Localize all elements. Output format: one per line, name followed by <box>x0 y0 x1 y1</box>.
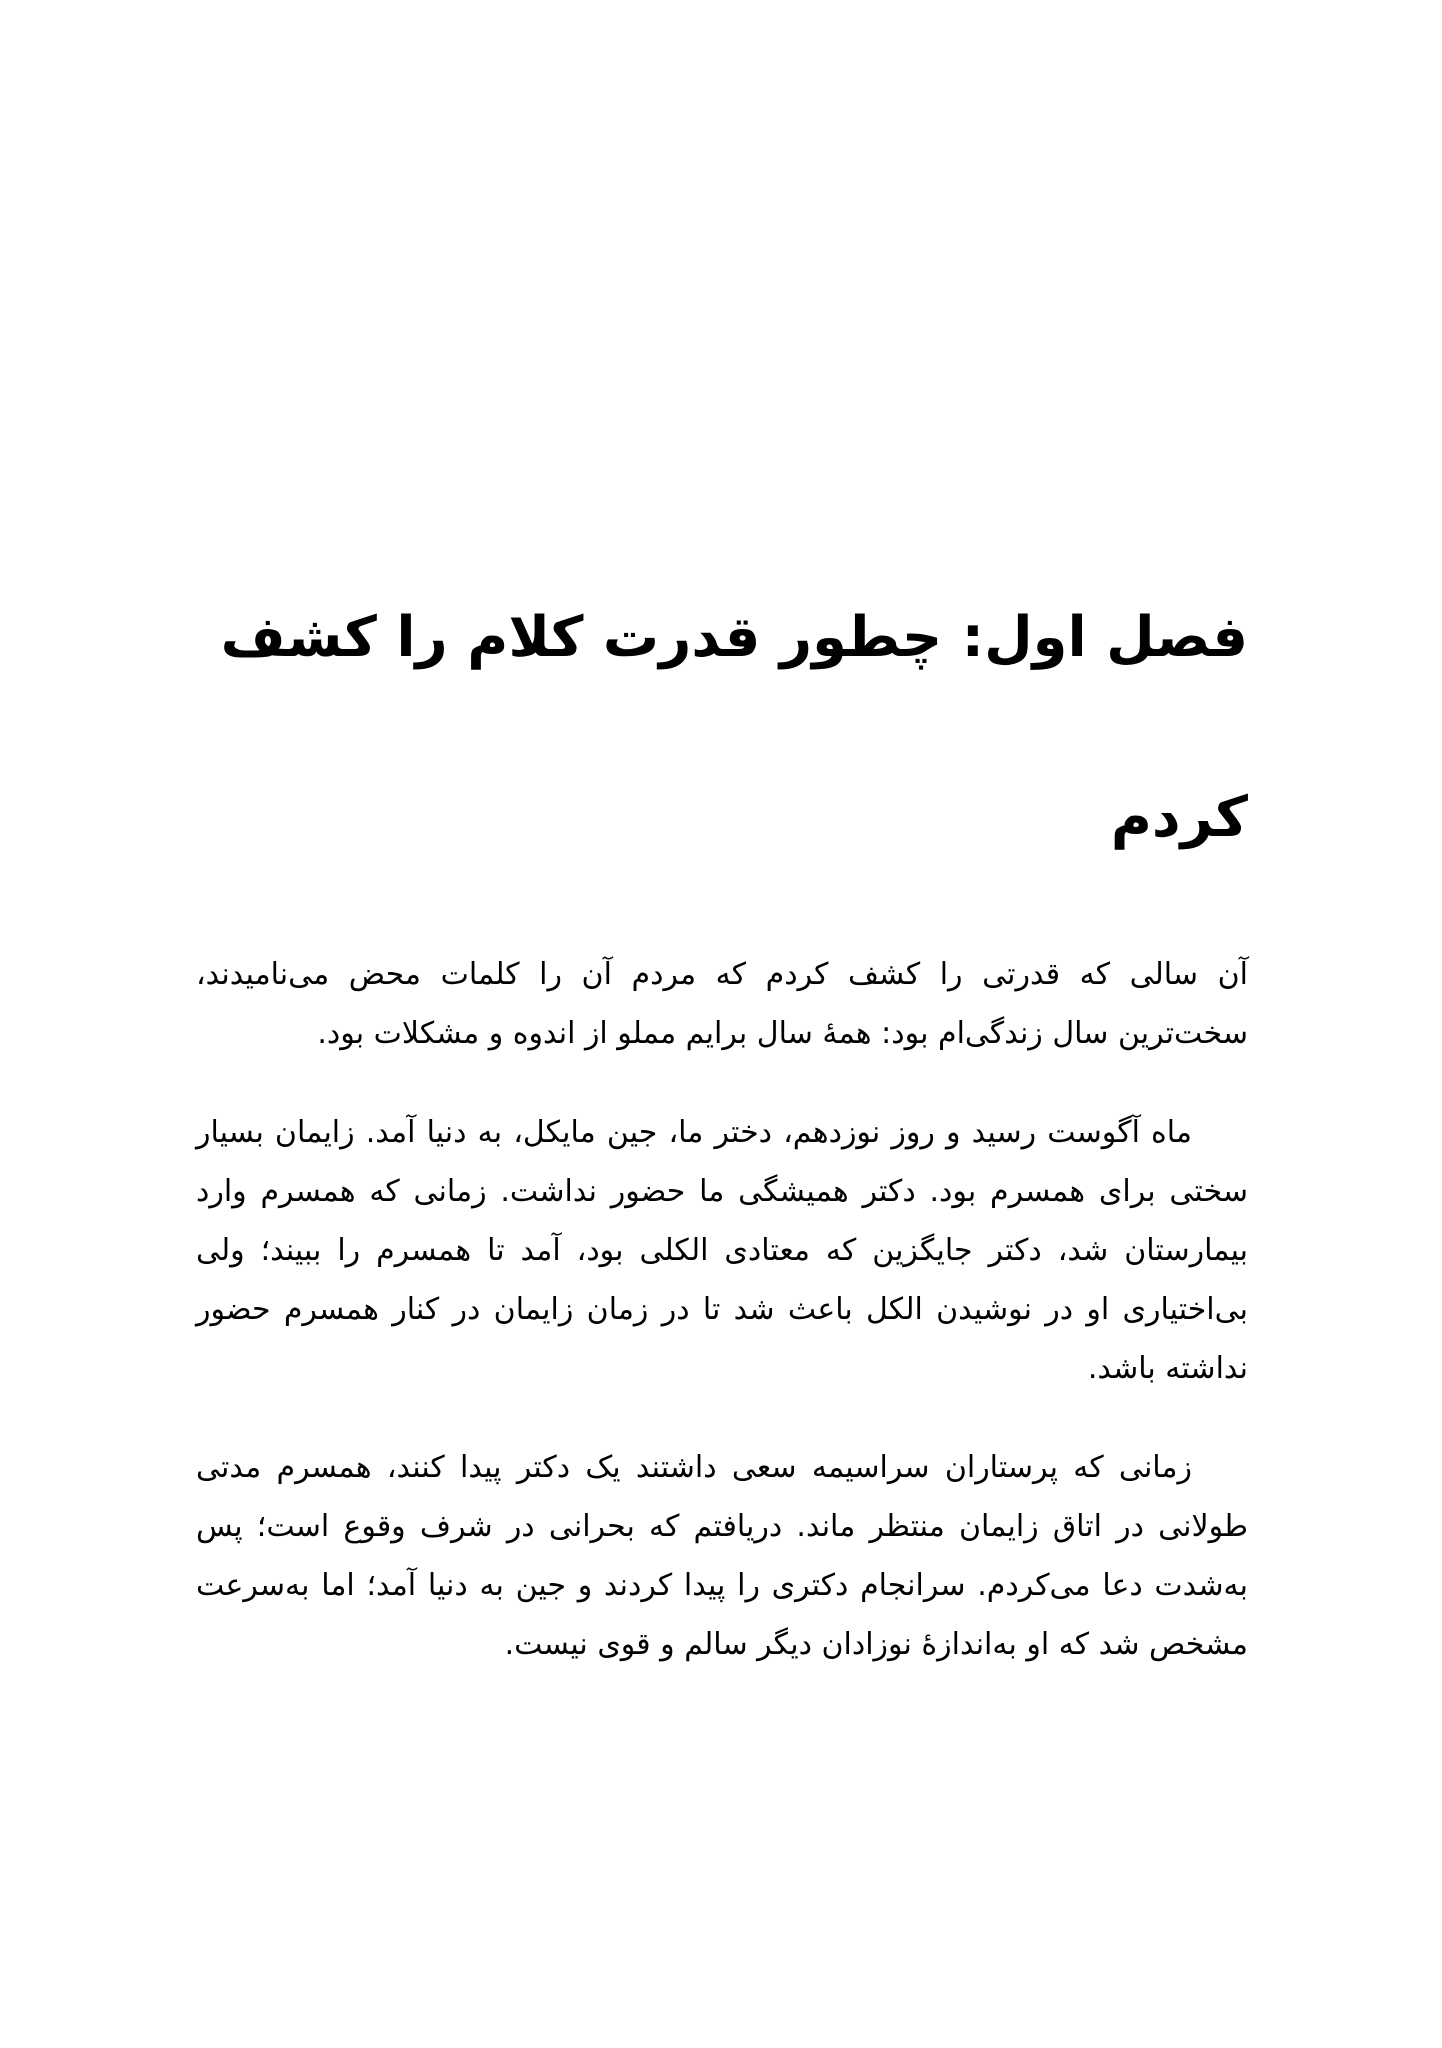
chapter-title: فصل اول: چطور قدرت کلام را کشف کردم <box>220 605 1248 850</box>
paragraph-1: آن سالی که قدرتی را کشف کردم که مردم آن را کلمات محض می‌نامیدند، سخت‌ترین سال زندگی‌ام بود: همهٔ سال برایم مملو از اندوه و مشکلات بود. <box>196 957 1248 1051</box>
body-text <box>196 945 1248 1714</box>
paragraph-2: ماه آگوست رسید و روز نوزدهم، دختر ما، جین مایکل، به دنیا آمد. زایمان بسیار سختی برای همسرم بود. دکتر همیشگی ما حضور نداشت. زمانی که همسرم وارد بیمارستان شد، دکتر جایگزین که معتادی الکلی بود، آمد تا همسرم را ببیند؛ ولی بی‌اختیاری او در نوشیدن الکل باعث شد تا در زمان زایمان در کنار همسرم حضور نداشته باشد. <box>196 1115 1248 1386</box>
paragraph-3: زمانی که پرستاران سراسیمه سعی داشتند یک دکتر پیدا کنند، همسرم مدتی طولانی در اتاق زایمان منتظر ماند. دریافتم که بحرانی در شرف وقوع است؛ پس به‌شدت دعا می‌کردم. سرانجام دکتری را پیدا کردند و جین به دنیا آمد؛ اما به‌سرعت مشخص شد که او به‌اندازهٔ نوزادان دیگر سالم و قوی نیست. <box>196 1450 1248 1662</box>
